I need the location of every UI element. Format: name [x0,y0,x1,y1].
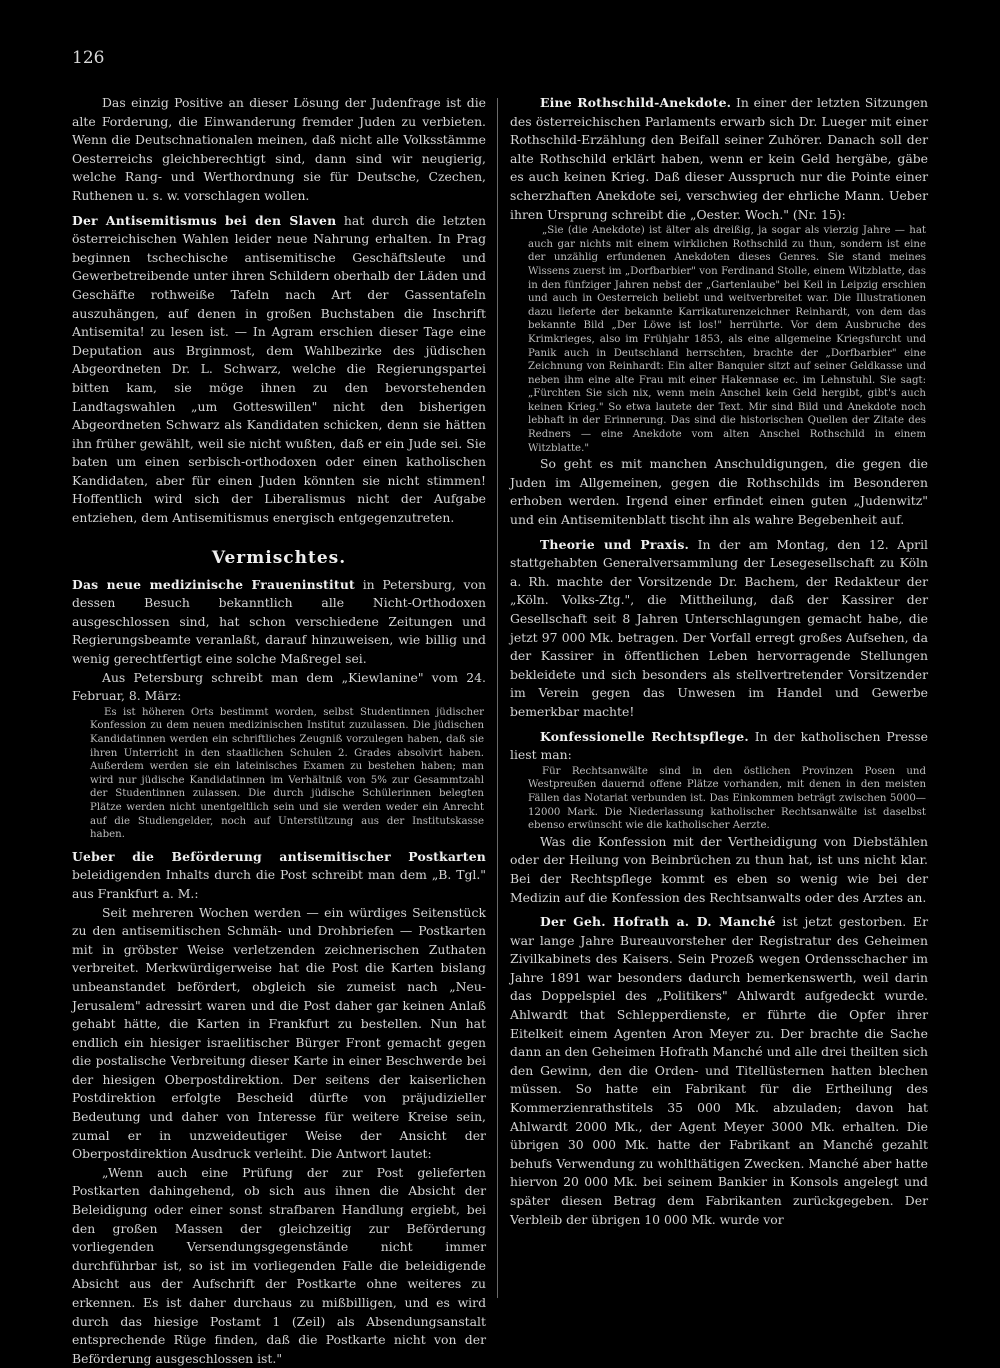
article-rothschild [510,94,928,224]
paragraph-judenwitz: So geht es mit manchen Anschuldigungen, die gegen die Juden im Allgemeinen, gegen die Rothschilds im Besonderen erhoben werden. Irgend einer erfindet einen guten „Judenwitz" und ein Antisemitenblatt tischt ihn als wahre Begebenheit auf. [510,456,928,528]
article-theorie-praxis [510,536,928,722]
paragraph-postkarten-answer: „Wenn auch eine Prüfung der zur Post gelieferten Postkarten dahingehend, ob sich aus ihnen die Absicht der Beleidigung oder einer sonst strafbaren Handlung ergiebt, bei den großen Massen der gleichzeitig zur Beförderung vorliegenden Versendungsgegenstände nicht immer durchführbar ist, so ist im vorliegenden Falle die beleidigende Absicht aus der Aufschrift der Postkarte ohne weiteres zu erkennen. Es ist daher durchaus zu mißbilligen, und es wird durch das hiesige Postamt 1 (Zeil) als Absendungsanstalt entsprechende Rüge finden, daß die Postkarte nicht von der Beförderung ausgeschlossen ist." [72,1164,486,1366]
article-postkarten-text: beleidigenden Inhalts durch die Post schreibt man dem „B. Tgl." aus Frankfurt a. M.: [72,867,486,901]
heading-rothschild: Eine Rothschild-Anekdote. [540,95,732,110]
article-slavs-text: hat durch die letzten österreichischen Wahlen leider neue Nahrung erhalten. In Prag beginnen tschechische antisemitische Geschäftsleute und Gewerbetreibende unter ihren Schildern oberhalb der Läden und Geschäfte rothweiße Tafeln nach Art der Gassentafeln auszuhängen, auf denen in großen Buchstaben die Inschrift Antisemita! zu lesen ist. — In Agram erschien dieser Tage eine Deputation aus Brginmost, dem Wahlbezirke des jüdischen Abgeordneten Dr. L. Schwarz, welche die Regierungspartei bitten kam, sie möge ihnen zu den bevorstehenden Landtagswahlen „um Gotteswillen" nicht den bisherigen Abgeordneten Schwarz als Kandidaten schicken, denn sie hätten ihn früher gewählt, weil sie nicht wußten, daß er ein Jude sei. Sie baten um einen serbisch-orthodoxen oder einen katholischen Kandidaten, aber für einen Juden könnten sie nicht stimmen! Hoffentlich wird sich der Liberalismus nicht der Aufgabe entziehen, dem Antisemitismus energisch entgegenzutreten. [72,212,486,526]
article-manche [510,913,928,1229]
article-rechtspflege-text: In der katholischen Presse liest man: [510,728,929,763]
article-fraueninstitut [72,576,486,669]
article-postkarten [72,848,486,904]
left-column [72,94,486,1368]
quote-kiewlanine: Es ist höheren Orts bestimmt worden, selbst Studentinnen jüdischer Konfession zu dem neuen medizinischen Institut zuzulassen. Die jüdischen Kandidatinnen werden ein schriftliches Zeugniß vorzulegen haben, daß sie ihren Unterricht in den staatlichen Schulen 2. Grades absolvirt haben. Außerdem werden sie ein lateinisches Examen zu bestehen haben; man wird nur jüdische Kandidatinnen im Verhältniß von 5% zur Gesammtzahl der Studentinnen zulassen. Die durch jüdische Schülerinnen belegten Plätze werden nicht unentgeltlich sein und sie werden weder ein Anrecht auf die Studiengelder, noch auf Unterstützung aus der Institutskasse haben. [90,706,484,841]
page-number: 126 [72,48,105,68]
article-rechtspflege [510,728,928,765]
article-manche-text: ist jetzt gestorben. Er war lange Jahre Bureauvorsteher der Registratur des Geheimen Zivilkabinets des Kaisers. Sein Prozeß wegen Ordensschacher im Jahre 1891 war besonders dadurch bemerkenswerth, weil darin das Doppelspiel des „Politikers" Ahlwardt aufgedeckt wurde. Ahlwardt that Schlepperdienste, er führte die Opfer ihrer Eitelkeit einem Agenten Aron Meyer zu. Der brachte die Sache dann an den Geheimen Hofrath Manché und alle drei theilten sich den Gewinn, den die Orden- und Titellüsternen hatten blechen müssen. So hatte ein Fabrikant für die Ertheilung des Kommerzienrathstitels 35 000 Mk. abzuladen; davon hat Ahlwardt 2000 Mk., der Agent Meyer 3000 Mk. erhalten. Die übrigen 30 000 Mk. hatte der Fabrikant an Manché gezahlt behufs Verwendung zu wohlthätigen Zwecken. Manché aber hatte hiervon 20 000 Mk. bei seinem Bankier in Konsols angelegt und später diesen Betrag dem Fabrikanten zurückgegeben. Der Verbleib der übrigen 10 000 Mk. wurde vor [510,914,928,1227]
paragraph-konfession: Was die Konfession mit der Vertheidigung von Diebstählen oder der Heilung von Beinbrüchen zu thun hat, ist uns nicht klar. Bei der Rechtspflege kommt es eben so wenig wie bei der Medizin auf die Konfession des Rechtsanwalts oder des Arztes an. [510,833,928,905]
paragraph-judenfrage: Das einzig Positive an dieser Lösung der Judenfrage ist die alte Forderung, die Einwanderung fremder Juden zu verbieten. Wenn die Deutschnationalen meinen, daß nicht alle Volksstämme Oesterreichs gleichberechtigt sind, dann sind wir neugierig, welche Rang- und Werthordnung sie für Deutsche, Czechen, Ruthenen u. s. w. vorschlagen wollen. [72,95,486,203]
section-title: Vermischtes. [211,547,347,568]
article-slavs [72,212,486,528]
quote-rothschild: „Sie (die Anekdote) ist älter als dreißig, ja sogar als vierzig Jahre — hat auch gar nichts mit einem wirklichen Rothschild zu thun, sondern ist eine der unzählig erfundenen Anekdoten dieses Genres. Sie stand meines Wissens zuerst im „Dorfbarbier" von Ferdinand Stolle, einem Witzblatte, das in den fünfziger Jahren nebst der „Gartenlaube" bei Keil in Leipzig erschien und auch in Oesterreich beliebt und weitverbreitet war. Die Illustrationen dazu lieferte der bekannte Karrikaturenzeichner Reinhardt, von dem das bekannte Bild „Der Löwe ist los!" herrührte. Vor dem Ausbruche des Krimkrieges, also im Frühjahr 1853, als eine allgemeine Kriegsfurcht und Panik auch in Deutschland herrschten, brachte der „Dorfbarbier" eine Zeichnung von Reinhardt: Ein alter Banquier sitzt auf seiner Geldkasse und neben ihm eine alte Frau mit einer Hakennase ec. im Lehnstuhl. Sie sagt: „Fürchten Sie sich nix, wenn mein Anschel kein Geld hergibt, gibt's auch keinen Krieg." So etwa lautete der Text. Mir sind Bild und Anekdote noch lebhaft in der Erinnerung. Das sind die historischen Quellen der Zitate des Redners — eine Anekdote vom alten Anschel Rothschild in einem Witzblatte." [528,225,926,454]
quote-rechtspflege: Für Rechtsanwälte sind in den östlichen Provinzen Posen und Westpreußen dauernd offene Plätze vorhanden, mit denen in den meisten Fällen das Notariat verbunden ist. Das Einkommen beträgt zwischen 5000—12000 Mark. Die Niederlassung katholischer Rechtsanwälte ist daselbst ebenso erwünscht wie die katholischer Aerzte. [528,765,926,832]
right-column [510,94,928,1229]
article-rothschild-text: In einer der letzten Sitzungen des österreichischen Parlaments erwarb sich Dr. Lueger mit einer Rothschild-Erzählung den Beifall seiner Zuhörer. Danach soll der alte Rothschild erklärt haben, wenn er kein Geld hergäbe, gäbe es auch keinen Krieg. Daß dieser Ausspruch nur die Pointe einer scherzhaften Anekdote sei, verschwieg der ehrliche Mann. Ueber ihren Ursprung schreibt die „Oester. Woch." (Nr. 15): [510,95,929,222]
heading-antisemitismus-slaven: Der Antisemitismus bei den Slaven [72,212,337,228]
column-divider [497,98,498,1298]
heading-manche: Der Geh. Hofrath a. D. Manché [540,914,776,930]
heading-postkarten: Ueber die Beförderung antisemitischer Postkarten [72,848,486,864]
article-theorie-praxis-text: In der am Montag, den 12. April stattgehabten Generalversammlung der Lesegesellschaft zu Köln a. Rh. machte der Vorsitzende Dr. Bachem, der Redakteur der „Köln. Volks-Ztg.", die Mittheilung, daß der Kassirer der Gesellschaft seit 8 Jahren Unterschlagungen gemacht habe, die jetzt 97 000 Mk. betragen. Der Vorfall erregt großes Aufsehen, da der Kassirer in öffentlichen Leben hervorragende Stellungen bekleidete und sich besonders als stellvertretender Vorsitzender im Verein gegen das Unwesen im Handel und Gewerbe bemerkbar machte! [510,536,928,719]
paragraph-kiewlanine: Aus Petersburg schreibt man dem „Kiewlanine" vom 24. Februar, 8. März: [72,669,486,704]
heading-fraueninstitut: Das neue medizinische Fraueninstitut [72,576,355,592]
paragraph-postkarten-body: Seit mehreren Wochen werden — ein würdiges Seitenstück zu den antisemitischen Schmäh- und Drohbriefen — Postkarten mit in gröbster Weise verletzenden zeichnerischen Zuthaten verbreitet. Merkwürdigerweise hat die Post die Karten bislang unbeanstandet befördert, obgleich sie zumeist nach „Neu-Jerusalem" adressirt waren und die Post daher gar keinen Anlaß gehabt hätte, die Karten in Frankfurt zu bestellen. Nun hat endlich ein hiesiger israelitischer Bürger Front gemacht gegen die postalische Verbreitung dieser Karte in einer Beschwerde bei der hiesigen Oberpostdirektion. Der seitens der kaiserlichen Postdirektion erfolgte Bescheid dürfte von präjudizieller Bedeutung und daher von Interesse für weitere Kreise sein, zumal er in unzweideutiger Weise der Ansicht der Oberpostdirektion Ausdruck verleiht. Die Antwort lautet: [72,904,486,1162]
heading-theorie-praxis: Theorie und Praxis. [540,536,690,552]
heading-rechtspflege: Konfessionelle Rechtspflege. [540,728,749,744]
article-fraueninstitut-text: in Petersburg, von dessen Besuch bekanntlich alle Nicht-Orthodoxen ausgeschlossen sind, hat schon verschiedene Zeitungen und Regierungsbeamte veranlaßt, darauf hinzuweisen, wie billig und wenig gerechtfertigt eine solche Maßregel sei. [72,576,486,667]
